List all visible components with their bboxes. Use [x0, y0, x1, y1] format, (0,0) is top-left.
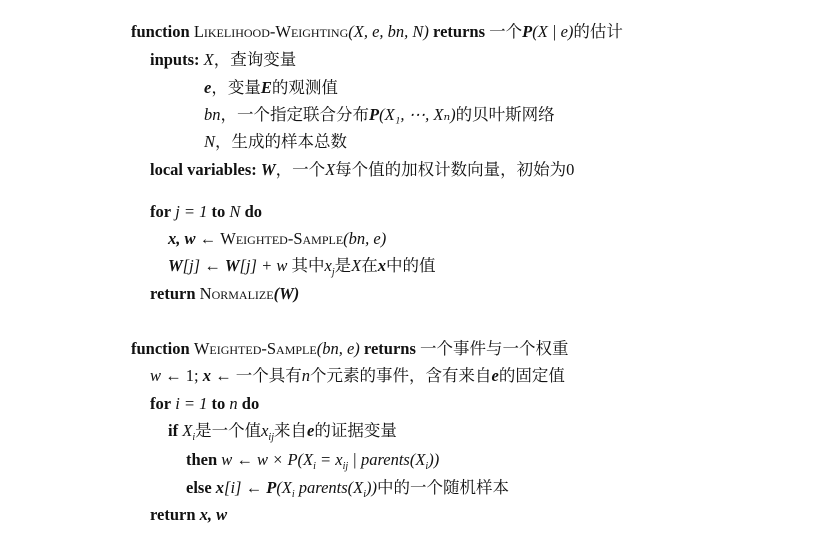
- function-args: (X, e, bn, N): [348, 22, 429, 41]
- assign-sample-line: [168, 229, 386, 249]
- input-var-e: e: [204, 78, 212, 97]
- local-variables-label: local variables:: [150, 160, 257, 179]
- update-arrow: ←: [204, 256, 221, 275]
- init-text-post: 的固定值: [498, 366, 565, 385]
- input-bn-P: P: [369, 105, 380, 124]
- return-desc-2: 一个事件与一个权重: [420, 339, 569, 358]
- if-text-pre: 是一个值: [195, 421, 262, 440]
- update-x: x: [324, 256, 332, 275]
- else-P: P: [266, 478, 277, 497]
- if-evidence-line: [168, 421, 397, 441]
- inputs-label: inputs:: [150, 50, 200, 69]
- init-text-mid: 个元素的事件，含有来自: [309, 366, 492, 385]
- keyword-if: if: [168, 421, 179, 440]
- init-line: [150, 366, 565, 386]
- local-desc-pre: ，一个: [275, 160, 326, 179]
- keyword-to-2: to: [211, 394, 226, 413]
- input-var-bn: bn: [204, 105, 221, 124]
- else-sub-i: i: [291, 489, 295, 500]
- if-x-sub: ij: [268, 432, 274, 443]
- keyword-returns: returns: [433, 22, 485, 41]
- return-desc-P: P: [522, 22, 533, 41]
- function-name: Likelihood-Weighting: [193, 22, 349, 41]
- update-W: W: [168, 256, 183, 275]
- local-var-X: X: [325, 160, 336, 179]
- update-idx: [j]: [182, 256, 201, 275]
- input-desc-bn-pre: ，一个指定联合分布: [220, 105, 369, 124]
- update-plus: + w: [256, 256, 292, 275]
- if-X-sub: i: [192, 432, 196, 443]
- local-variables-line: [150, 160, 574, 180]
- then-eq: = x: [315, 450, 343, 469]
- function-args-2: (bn, e): [316, 339, 360, 358]
- then-close: )): [428, 450, 440, 469]
- update-note-mid: 是: [334, 256, 352, 275]
- input-var-N: N: [204, 132, 216, 151]
- input-e-line: [204, 78, 338, 98]
- keyword-returns-2: returns: [363, 339, 416, 358]
- update-idx-rhs: [j]: [239, 256, 257, 275]
- likelihood-weighting-header: [131, 22, 623, 42]
- normalize-args: (W): [273, 284, 300, 303]
- update-note-post: 中的值: [385, 256, 436, 275]
- input-desc-e-pre: ，变量: [211, 78, 261, 97]
- init-e: e: [491, 366, 499, 385]
- init-arrow: ←: [165, 366, 182, 385]
- then-expr: w ← w × P(X: [221, 450, 314, 469]
- input-bn-expr: (X₁, ⋯, Xₙ): [379, 105, 456, 124]
- init-w: w: [150, 366, 162, 385]
- keyword-function: function: [131, 22, 190, 41]
- input-bn-line: [204, 105, 555, 125]
- update-note-mid2: 在: [361, 256, 378, 275]
- else-close: )): [366, 478, 378, 497]
- return-normalize-line: [150, 284, 299, 304]
- keyword-return: return: [150, 284, 196, 303]
- then-sub-ij: ij: [342, 461, 349, 472]
- update-W-line: [168, 256, 435, 276]
- else-sub-i2: i: [363, 489, 367, 500]
- input-var-E: E: [260, 78, 272, 97]
- return-desc-expr: (X | e): [532, 22, 574, 41]
- loop-cond-2: i = 1: [175, 394, 208, 413]
- loop-cond: j = 1: [175, 202, 208, 221]
- if-e: e: [306, 421, 315, 440]
- else-expr: (X: [276, 478, 292, 497]
- inputs-line: [150, 50, 296, 70]
- then-line: [186, 450, 439, 470]
- keyword-do: do: [244, 202, 262, 221]
- assign-arrow: ←: [199, 229, 217, 248]
- keyword-return-2: return: [150, 505, 196, 524]
- if-X: X: [182, 421, 193, 440]
- keyword-for: for: [150, 202, 172, 221]
- update-W-rhs: W: [224, 256, 240, 275]
- return-vals: x, w: [199, 505, 228, 524]
- update-x-sub: j: [331, 267, 335, 278]
- else-rest: parents(X: [294, 478, 364, 497]
- loop-limit-2: n: [229, 394, 238, 413]
- input-desc-X: ，查询变量: [213, 50, 297, 69]
- update-x2: x: [377, 256, 386, 275]
- input-var-X: X: [203, 50, 214, 69]
- call-normalize: Normalize: [199, 284, 274, 303]
- call-weighted-sample: Weighted-Sample: [220, 229, 344, 248]
- if-text-post: 的证据变量: [314, 421, 397, 440]
- else-idx: [i] ←: [224, 478, 267, 497]
- call-args: (bn, e): [343, 229, 387, 248]
- keyword-else: else: [186, 478, 212, 497]
- keyword-do-2: do: [241, 394, 260, 413]
- function-name-2: Weighted-Sample: [193, 339, 317, 358]
- init-arrow-2: ←: [215, 366, 232, 385]
- for-j-loop-line: [150, 202, 262, 222]
- if-text-mid: 来自: [273, 421, 307, 440]
- then-sub-i: i: [313, 461, 316, 472]
- if-x: x: [261, 421, 269, 440]
- weighted-sample-header: [131, 339, 569, 359]
- init-n: n: [301, 366, 310, 385]
- else-lhs: x: [215, 478, 225, 497]
- else-line: [186, 478, 509, 498]
- input-desc-bn-post: 的贝叶斯网络: [455, 105, 555, 124]
- init-x: x: [202, 366, 211, 385]
- input-desc-N: ，生成的样本总数: [215, 132, 348, 151]
- then-sub-i2: i: [425, 461, 429, 472]
- return-desc-post: 的估计: [573, 22, 623, 41]
- keyword-then: then: [186, 450, 218, 469]
- loop-limit: N: [229, 202, 241, 221]
- local-var-W: W: [260, 160, 276, 179]
- for-i-loop-line: [150, 394, 259, 414]
- return-desc-pre: 一个: [489, 22, 523, 41]
- keyword-to: to: [211, 202, 226, 221]
- input-N-line: [204, 132, 347, 152]
- keyword-for-2: for: [150, 394, 172, 413]
- init-text-pre: 一个具有: [235, 366, 302, 385]
- then-rest: | parents(X: [348, 450, 426, 469]
- assign-lhs: x, w: [168, 229, 196, 248]
- else-text: 中的一个随机样本: [377, 478, 510, 497]
- init-one: 1;: [185, 366, 203, 385]
- update-X: X: [351, 256, 362, 275]
- return-xw-line: [150, 505, 227, 525]
- update-note-pre: 其中: [291, 256, 325, 275]
- input-desc-e-post: 的观测值: [271, 78, 338, 97]
- keyword-function-2: function: [131, 339, 190, 358]
- local-desc-post: 每个值的加权计数向量，初始为0: [335, 160, 575, 179]
